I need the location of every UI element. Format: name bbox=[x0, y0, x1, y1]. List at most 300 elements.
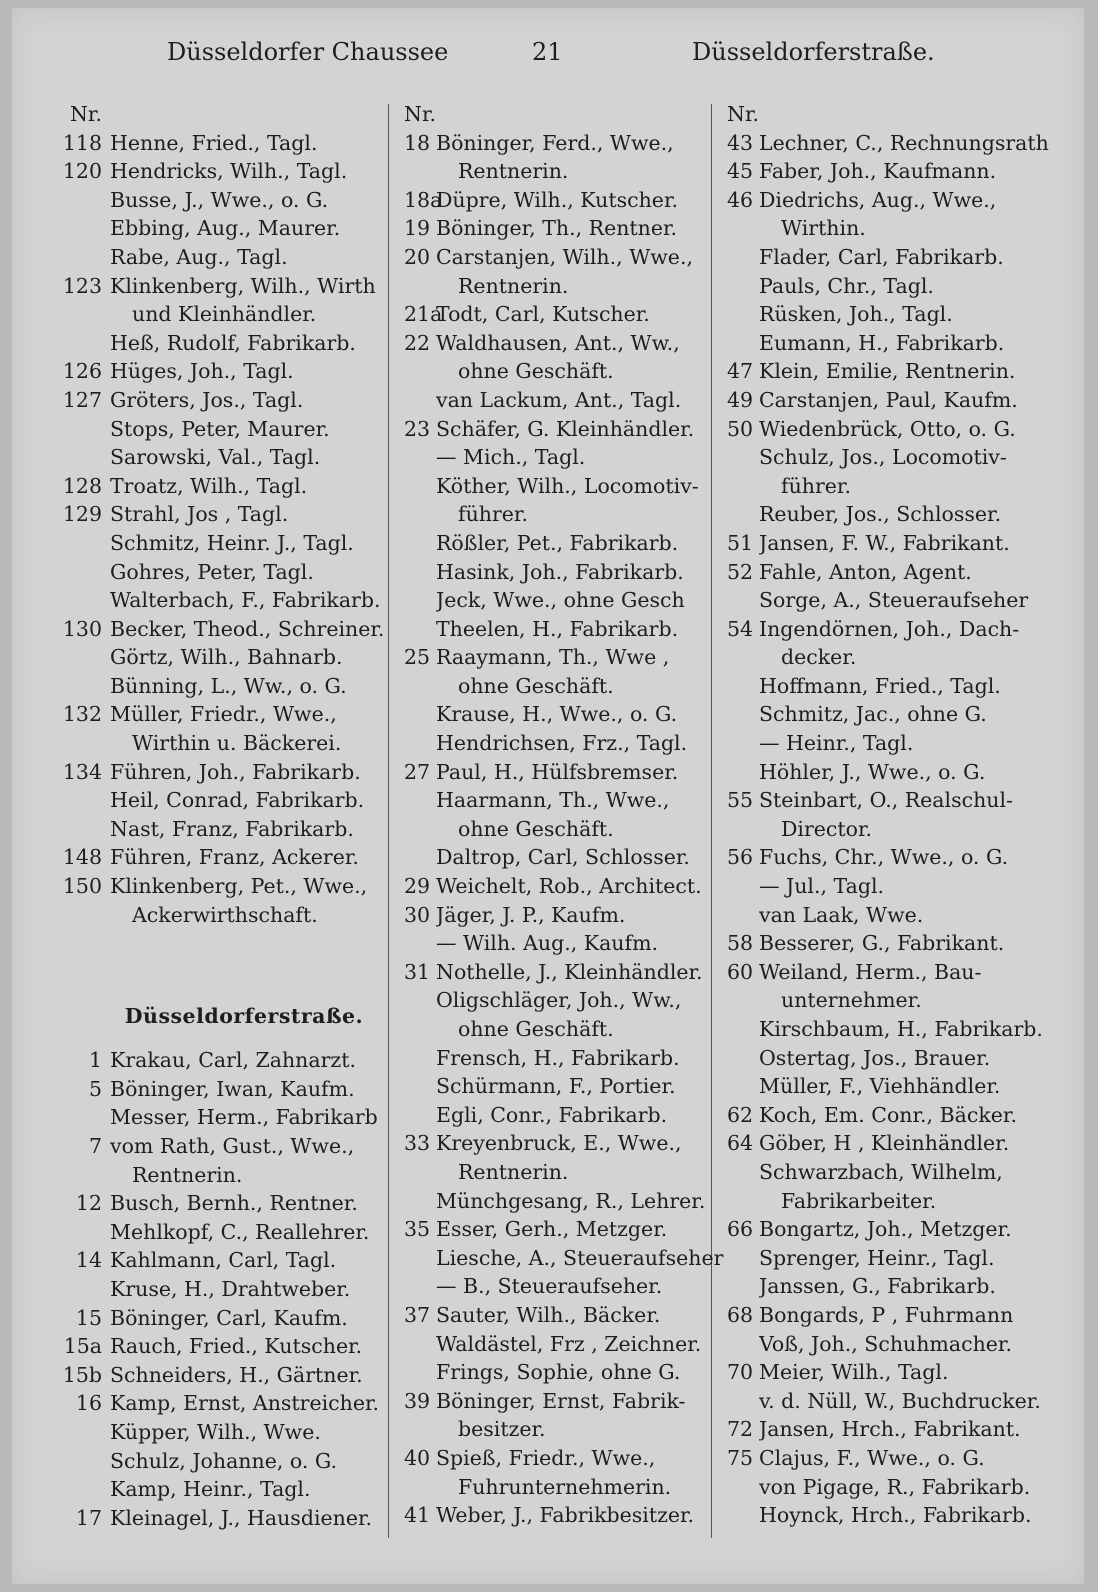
house-number: 127 bbox=[62, 387, 102, 412]
house-number bbox=[715, 1272, 759, 1301]
resident-entry: Klinkenberg, Pet., Wwe., bbox=[110, 874, 368, 899]
list-item bbox=[715, 986, 1077, 1015]
resident-entry: Sauter, Wilh., Bäcker. bbox=[436, 1302, 661, 1327]
resident-entry: Steinbart, O., Realschul- bbox=[759, 788, 1013, 813]
house-number bbox=[58, 1275, 110, 1304]
list-item bbox=[392, 986, 732, 1015]
list-item bbox=[392, 1358, 732, 1387]
house-number: 55 bbox=[727, 788, 754, 813]
house-number bbox=[392, 815, 436, 844]
list-item bbox=[392, 129, 732, 158]
list-item bbox=[392, 1501, 732, 1530]
house-number bbox=[715, 815, 759, 844]
house-number: 7 bbox=[88, 1134, 102, 1158]
list-item bbox=[392, 443, 732, 472]
list-item bbox=[392, 500, 732, 529]
house-number bbox=[715, 1187, 759, 1216]
resident-entry: führer. bbox=[781, 473, 851, 498]
list-item bbox=[715, 643, 1077, 672]
house-number: 62 bbox=[727, 1102, 754, 1127]
house-number: 41 bbox=[404, 1503, 431, 1528]
list-item bbox=[58, 1132, 390, 1161]
resident-entry: Müller, Friedr., Wwe., bbox=[110, 702, 337, 727]
house-number: 134 bbox=[62, 759, 102, 784]
list-item bbox=[58, 529, 390, 558]
resident-entry: Hoynck, Hrch., Fabrikarb. bbox=[759, 1503, 1032, 1528]
list-item bbox=[58, 1246, 390, 1275]
house-number bbox=[715, 1387, 759, 1416]
resident-entry: Klein, Emilie, Rentnerin. bbox=[759, 359, 1016, 384]
resident-entry: Ostertag, Jos., Brauer. bbox=[759, 1045, 991, 1070]
house-number bbox=[715, 272, 759, 301]
list-item bbox=[392, 1272, 732, 1301]
house-number bbox=[392, 1244, 436, 1273]
house-number bbox=[58, 786, 110, 815]
house-number bbox=[715, 300, 759, 329]
house-number bbox=[58, 729, 110, 758]
resident-entry: Fuhrunternehmerin. bbox=[458, 1474, 672, 1499]
house-number: 50 bbox=[727, 416, 754, 441]
resident-entry: Jansen, Hrch., Fabrikant. bbox=[759, 1417, 1021, 1442]
list-item bbox=[392, 186, 732, 215]
resident-entry: Hendricks, Wilh., Tagl. bbox=[110, 159, 348, 184]
resident-entry: Kahlmann, Carl, Tagl. bbox=[110, 1248, 337, 1273]
house-number bbox=[715, 214, 759, 243]
house-number: 18 bbox=[404, 130, 431, 155]
resident-entry: und Kleinhändler. bbox=[132, 302, 317, 327]
house-number bbox=[715, 443, 759, 472]
list-item bbox=[58, 643, 390, 672]
resident-entry: Gröters, Jos., Tagl. bbox=[110, 387, 304, 412]
resident-entry: Böninger, Th., Rentner. bbox=[436, 216, 678, 241]
list-item bbox=[392, 615, 732, 644]
page-number: 21 bbox=[532, 38, 563, 66]
house-number bbox=[392, 1072, 436, 1101]
resident-entry: Heß, Rudolf, Fabrikarb. bbox=[110, 330, 356, 355]
list-item bbox=[715, 1444, 1077, 1473]
resident-entry: decker. bbox=[781, 645, 857, 670]
list-item bbox=[715, 272, 1077, 301]
nr-label: Nr. bbox=[404, 102, 437, 126]
resident-entry: Ingendörnen, Joh., Dach- bbox=[759, 616, 1020, 641]
list-item bbox=[392, 214, 732, 243]
list-item bbox=[58, 329, 390, 358]
list-item bbox=[392, 243, 732, 272]
resident-entry: Kleinagel, J., Hausdiener. bbox=[110, 1505, 373, 1530]
resident-entry: Liesche, A., Steueraufseher bbox=[436, 1245, 724, 1270]
list-item bbox=[58, 1447, 390, 1476]
column-header bbox=[58, 100, 390, 129]
list-item bbox=[58, 672, 390, 701]
list-item bbox=[392, 415, 732, 444]
list-item bbox=[58, 1389, 390, 1418]
house-number: 132 bbox=[62, 702, 102, 727]
list-item bbox=[58, 357, 390, 386]
house-number bbox=[58, 1161, 110, 1190]
house-number: 43 bbox=[727, 130, 754, 155]
resident-entry: Böninger, Ferd., Wwe., bbox=[436, 130, 674, 155]
resident-entry: Todt, Carl, Kutscher. bbox=[436, 302, 650, 327]
resident-entry: Schäfer, G. Kleinhändler. bbox=[436, 416, 695, 441]
house-number bbox=[715, 243, 759, 272]
resident-entry: Sprenger, Heinr., Tagl. bbox=[759, 1245, 995, 1270]
house-number: 148 bbox=[62, 845, 102, 870]
list-item bbox=[715, 1330, 1077, 1359]
list-item bbox=[58, 872, 390, 901]
list-item bbox=[392, 1187, 732, 1216]
list-item bbox=[392, 1244, 732, 1273]
resident-entry: Rauch, Fried., Kutscher. bbox=[110, 1334, 363, 1359]
house-number bbox=[58, 329, 110, 358]
house-number: 14 bbox=[75, 1248, 102, 1273]
list-item bbox=[58, 1304, 390, 1333]
resident-entry: unternehmer. bbox=[781, 988, 922, 1013]
resident-entry: v. d. Nüll, W., Buchdrucker. bbox=[759, 1388, 1041, 1413]
house-number: 25 bbox=[404, 645, 431, 670]
house-number bbox=[58, 815, 110, 844]
list-item bbox=[58, 615, 390, 644]
list-item bbox=[392, 1330, 732, 1359]
resident-entry: führer. bbox=[458, 502, 528, 527]
resident-entry: Hüges, Joh., Tagl. bbox=[110, 359, 294, 384]
house-number bbox=[392, 586, 436, 615]
column-2 bbox=[392, 100, 732, 1530]
list-item bbox=[392, 357, 732, 386]
resident-entry: — Mich., Tagl. bbox=[436, 445, 586, 470]
house-number bbox=[392, 272, 436, 301]
list-item bbox=[392, 157, 732, 186]
list-item bbox=[715, 1015, 1077, 1044]
house-number bbox=[392, 443, 436, 472]
resident-entry: Schulz, Jos., Locomotiv- bbox=[759, 445, 1007, 470]
list-item bbox=[715, 357, 1077, 386]
list-item bbox=[392, 643, 732, 672]
house-number bbox=[392, 1158, 436, 1187]
house-number: 22 bbox=[404, 330, 431, 355]
house-number bbox=[715, 1044, 759, 1073]
list-item bbox=[715, 929, 1077, 958]
resident-entry: Kruse, H., Drahtweber. bbox=[110, 1276, 351, 1301]
resident-entry: Rentnerin. bbox=[132, 1162, 243, 1187]
resident-entry: Lechner, C., Rechnungsrath bbox=[759, 130, 1049, 155]
house-number bbox=[715, 1473, 759, 1502]
list-item bbox=[715, 157, 1077, 186]
house-number: 12 bbox=[75, 1191, 102, 1216]
list-item bbox=[392, 1473, 732, 1502]
list-item bbox=[715, 615, 1077, 644]
resident-entry: Paul, H., Hülfsbremser. bbox=[436, 759, 679, 784]
resident-entry: Meier, Wilh., Tagl. bbox=[759, 1360, 949, 1385]
resident-entry: Weber, J., Fabrikbesitzer. bbox=[436, 1503, 695, 1528]
list-item bbox=[715, 843, 1077, 872]
house-number bbox=[58, 529, 110, 558]
resident-entry: ohne Geschäft. bbox=[458, 673, 614, 698]
list-item bbox=[58, 1218, 390, 1247]
list-item bbox=[715, 1501, 1077, 1530]
house-number: 20 bbox=[404, 244, 431, 269]
resident-entry: Faber, Joh., Kaufmann. bbox=[759, 159, 997, 184]
list-item bbox=[392, 901, 732, 930]
house-number: 68 bbox=[727, 1302, 754, 1327]
resident-entry: Schulz, Johanne, o. G. bbox=[110, 1448, 338, 1473]
list-item bbox=[715, 901, 1077, 930]
resident-entry: — Wilh. Aug., Kaufm. bbox=[436, 931, 659, 956]
resident-entry: van Laak, Wwe. bbox=[759, 902, 924, 927]
house-number bbox=[715, 901, 759, 930]
house-number: 123 bbox=[62, 273, 102, 298]
list-item bbox=[58, 129, 390, 158]
house-number bbox=[58, 1103, 110, 1132]
list-item bbox=[58, 1075, 390, 1104]
house-number: 56 bbox=[727, 845, 754, 870]
resident-entry: Böninger, Iwan, Kaufm. bbox=[110, 1076, 355, 1101]
house-number bbox=[715, 1072, 759, 1101]
list-item bbox=[715, 1415, 1077, 1444]
resident-entry: von Pigage, R., Fabrikarb. bbox=[759, 1474, 1031, 1499]
resident-entry: ohne Geschäft. bbox=[458, 359, 614, 384]
list-item bbox=[715, 786, 1077, 815]
resident-entry: Walterbach, F., Fabrikarb. bbox=[110, 588, 381, 613]
header-left: Düsseldorfer Chaussee bbox=[167, 38, 449, 66]
nr-label: Nr. bbox=[69, 102, 102, 126]
resident-entry: Messer, Herm., Fabrikarb bbox=[110, 1105, 378, 1130]
resident-entry: Küpper, Wilh., Wwe. bbox=[110, 1419, 321, 1444]
resident-entry: Eumann, H., Fabrikarb. bbox=[759, 330, 1005, 355]
house-number bbox=[58, 558, 110, 587]
house-number bbox=[58, 901, 110, 930]
list-item bbox=[715, 415, 1077, 444]
list-item bbox=[58, 500, 390, 529]
house-number bbox=[58, 300, 110, 329]
resident-entry: Schmitz, Jac., ohne G. bbox=[759, 702, 987, 727]
house-number bbox=[58, 1418, 110, 1447]
list-item bbox=[392, 1215, 732, 1244]
header-right: Düsseldorferstraße. bbox=[692, 38, 935, 66]
house-number bbox=[58, 1447, 110, 1476]
house-number: 31 bbox=[404, 959, 431, 984]
list-item bbox=[58, 729, 390, 758]
house-number: 19 bbox=[404, 216, 431, 241]
list-item bbox=[58, 272, 390, 301]
resident-entry: Wirthin. bbox=[781, 216, 866, 241]
page-header bbox=[12, 38, 1084, 78]
house-number bbox=[715, 1330, 759, 1359]
list-item bbox=[392, 1301, 732, 1330]
house-number bbox=[715, 472, 759, 501]
list-item bbox=[58, 443, 390, 472]
list-item bbox=[58, 1103, 390, 1132]
section-gap bbox=[58, 929, 390, 986]
house-number bbox=[392, 558, 436, 587]
resident-entry: besitzer. bbox=[458, 1417, 546, 1442]
resident-entry: Kamp, Heinr., Tagl. bbox=[110, 1477, 311, 1502]
list-item bbox=[715, 1215, 1077, 1244]
resident-entry: Carstanjen, Wilh., Wwe., bbox=[436, 244, 693, 269]
resident-entry: vom Rath, Gust., Wwe., bbox=[110, 1134, 355, 1158]
list-item bbox=[392, 1158, 732, 1187]
list-item bbox=[392, 300, 732, 329]
list-item bbox=[392, 529, 732, 558]
list-item bbox=[715, 872, 1077, 901]
list-item bbox=[392, 786, 732, 815]
house-number bbox=[58, 672, 110, 701]
house-number bbox=[58, 415, 110, 444]
house-number: 15a bbox=[63, 1334, 102, 1359]
house-number: 150 bbox=[62, 874, 102, 899]
house-number: 35 bbox=[404, 1217, 431, 1242]
resident-entry: Raaymann, Th., Wwe , bbox=[436, 645, 670, 670]
house-number bbox=[392, 529, 436, 558]
resident-entry: Oligschläger, Joh., Ww., bbox=[436, 988, 682, 1013]
resident-entry: Jäger, J. P., Kaufm. bbox=[436, 902, 626, 927]
resident-entry: Nothelle, J., Kleinhändler. bbox=[436, 959, 703, 984]
nr-label: Nr. bbox=[727, 102, 760, 126]
resident-entry: Nast, Franz, Fabrikarb. bbox=[110, 816, 354, 841]
list-item bbox=[715, 300, 1077, 329]
house-number bbox=[392, 386, 436, 415]
list-item bbox=[58, 1332, 390, 1361]
list-item bbox=[392, 1387, 732, 1416]
list-item bbox=[715, 386, 1077, 415]
resident-entry: Besserer, G., Fabrikant. bbox=[759, 931, 1005, 956]
list-item bbox=[392, 929, 732, 958]
list-item bbox=[58, 901, 390, 930]
resident-entry: Fuchs, Chr., Wwe., o. G. bbox=[759, 845, 1009, 870]
house-number bbox=[392, 672, 436, 701]
resident-entry: Führen, Joh., Fabrikarb. bbox=[110, 759, 361, 784]
resident-entry: Henne, Fried., Tagl. bbox=[110, 130, 318, 155]
resident-entry: Janssen, G., Fabrikarb. bbox=[759, 1274, 996, 1299]
resident-entry: Sorge, A., Steueraufseher bbox=[759, 588, 1029, 613]
list-item bbox=[715, 1158, 1077, 1187]
house-number bbox=[392, 1101, 436, 1130]
house-number bbox=[715, 700, 759, 729]
house-number bbox=[392, 843, 436, 872]
house-number bbox=[58, 1475, 110, 1504]
house-number bbox=[392, 357, 436, 386]
house-number: 72 bbox=[727, 1417, 754, 1442]
list-item bbox=[58, 472, 390, 501]
list-item bbox=[58, 214, 390, 243]
house-number bbox=[715, 729, 759, 758]
house-number: 126 bbox=[62, 359, 102, 384]
house-number: 16 bbox=[75, 1391, 102, 1416]
list-item bbox=[58, 243, 390, 272]
list-item bbox=[715, 815, 1077, 844]
list-item bbox=[392, 1415, 732, 1444]
resident-entry: Koch, Em. Conr., Bäcker. bbox=[759, 1102, 1017, 1127]
house-number bbox=[58, 1218, 110, 1247]
resident-entry: Weiland, Herm., Bau- bbox=[759, 959, 982, 984]
resident-entry: Schürmann, F., Portier. bbox=[436, 1074, 676, 1099]
resident-entry: Klinkenberg, Wilh., Wirth bbox=[110, 273, 376, 298]
house-number: 21a bbox=[404, 302, 443, 327]
house-number: 37 bbox=[404, 1302, 431, 1327]
list-item bbox=[715, 129, 1077, 158]
house-number: 40 bbox=[404, 1445, 431, 1470]
list-item bbox=[58, 1189, 390, 1218]
resident-entry: Göber, H , Kleinhändler. bbox=[759, 1131, 1010, 1156]
list-item bbox=[58, 586, 390, 615]
resident-entry: Wirthin u. Bäckerei. bbox=[132, 731, 342, 756]
list-item bbox=[392, 1015, 732, 1044]
resident-entry: Böninger, Carl, Kaufm. bbox=[110, 1305, 348, 1330]
house-number: 46 bbox=[727, 187, 754, 212]
resident-entry: Stops, Peter, Maurer. bbox=[110, 416, 330, 441]
list-item bbox=[392, 758, 732, 787]
list-item bbox=[58, 843, 390, 872]
resident-entry: Müller, F., Viehhändler. bbox=[759, 1074, 1001, 1099]
list-item bbox=[392, 1444, 732, 1473]
resident-entry: Köther, Wilh., Locomotiv- bbox=[436, 473, 699, 498]
house-number bbox=[715, 329, 759, 358]
resident-entry: Bongards, P , Fuhrmann bbox=[759, 1302, 1014, 1327]
list-item bbox=[715, 186, 1077, 215]
list-item bbox=[715, 1387, 1077, 1416]
list-item bbox=[715, 1244, 1077, 1273]
list-item bbox=[58, 1418, 390, 1447]
house-number bbox=[715, 643, 759, 672]
list-item bbox=[392, 729, 732, 758]
resident-entry: Mehlkopf, C., Reallehrer. bbox=[110, 1219, 370, 1244]
resident-entry: Troatz, Wilh., Tagl. bbox=[110, 473, 308, 498]
house-number: 5 bbox=[88, 1076, 102, 1101]
house-number bbox=[715, 872, 759, 901]
house-number bbox=[715, 1244, 759, 1273]
resident-entry: Ackerwirthschaft. bbox=[132, 902, 318, 927]
resident-entry: van Lackum, Ant., Tagl. bbox=[436, 387, 682, 412]
house-number bbox=[392, 157, 436, 186]
list-item bbox=[715, 214, 1077, 243]
resident-entry: Kreyenbruck, E., Wwe., bbox=[436, 1131, 682, 1156]
list-item bbox=[715, 558, 1077, 587]
house-number bbox=[392, 1044, 436, 1073]
list-item bbox=[715, 329, 1077, 358]
list-item bbox=[392, 1044, 732, 1073]
directory-page bbox=[12, 8, 1084, 1584]
house-number: 33 bbox=[404, 1131, 431, 1156]
resident-entry: Sarowski, Val., Tagl. bbox=[110, 445, 321, 470]
house-number: 30 bbox=[404, 902, 431, 927]
resident-entry: — B., Steueraufseher. bbox=[436, 1274, 663, 1299]
list-item bbox=[58, 1046, 390, 1075]
resident-entry: Heil, Conrad, Fabrikarb. bbox=[110, 788, 365, 813]
resident-entry: Fabrikarbeiter. bbox=[781, 1188, 937, 1213]
resident-entry: Rößler, Pet., Fabrikarb. bbox=[436, 530, 679, 555]
resident-entry: Schwarzbach, Wilhelm, bbox=[759, 1159, 1003, 1184]
resident-entry: Spieß, Friedr., Wwe., bbox=[436, 1445, 656, 1470]
resident-entry: Böninger, Ernst, Fabrik- bbox=[436, 1388, 686, 1413]
list-item bbox=[392, 1072, 732, 1101]
house-number: 75 bbox=[727, 1445, 754, 1470]
house-number bbox=[392, 1473, 436, 1502]
resident-entry: Rentnerin. bbox=[458, 159, 569, 184]
resident-entry: Hendrichsen, Frz., Tagl. bbox=[436, 731, 688, 756]
resident-entry: Fahle, Anton, Agent. bbox=[759, 559, 972, 584]
resident-entry: Waldhausen, Ant., Ww., bbox=[436, 330, 680, 355]
resident-entry: Gohres, Peter, Tagl. bbox=[110, 559, 314, 584]
house-number bbox=[392, 986, 436, 1015]
house-number: 1 bbox=[88, 1048, 102, 1073]
resident-entry: Schneiders, H., Gärtner. bbox=[110, 1362, 363, 1387]
list-item bbox=[58, 1504, 390, 1533]
resident-entry: Düpre, Wilh., Kutscher. bbox=[436, 187, 679, 212]
house-number: 49 bbox=[727, 387, 754, 412]
list-item bbox=[392, 272, 732, 301]
resident-entry: Haarmann, Th., Wwe., bbox=[436, 788, 670, 813]
house-number: 17 bbox=[75, 1505, 102, 1530]
list-item bbox=[715, 700, 1077, 729]
